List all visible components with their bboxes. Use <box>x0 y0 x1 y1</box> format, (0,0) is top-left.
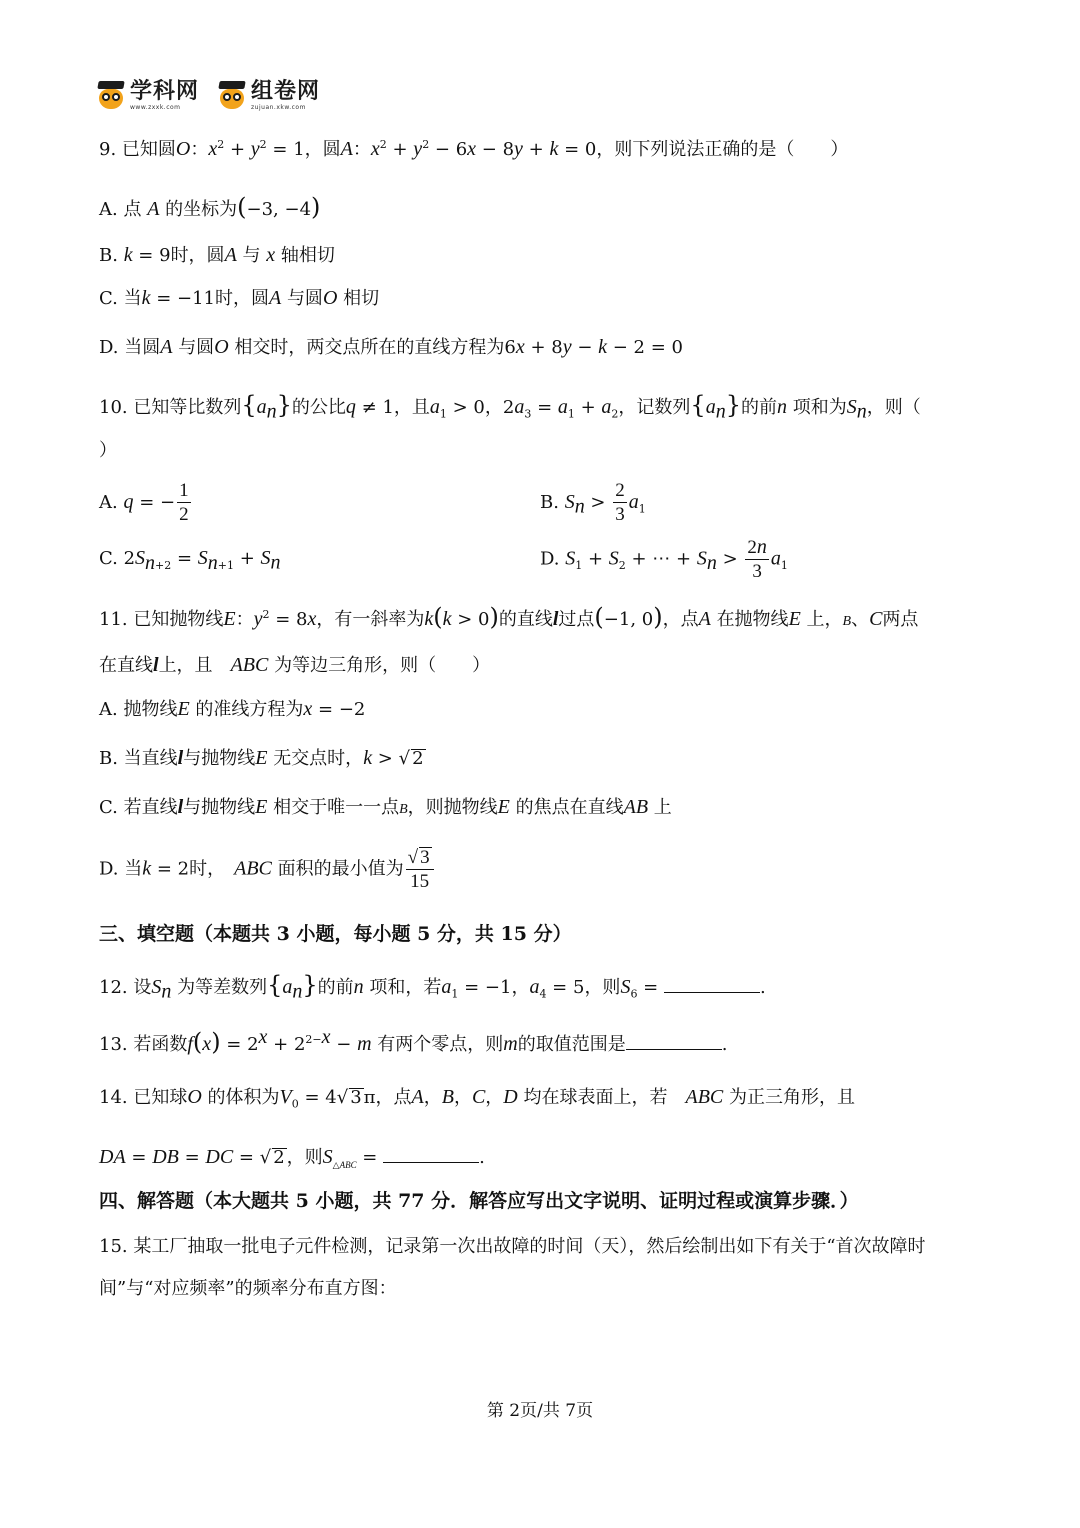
logo-name: 学科网 <box>130 79 200 104</box>
q10-option-c: C. $2S_{n+2} = S_{n+1} + S_n$ <box>99 547 281 574</box>
logo-url: www.zxxk.com <box>130 104 181 111</box>
q9-option-c: C. 当k = −11时，圆A 与圆O 相切 <box>99 287 380 309</box>
page-footer: 第 2页/共 7页 <box>486 1401 594 1421</box>
logo-url: zujuan.xkw.com <box>251 104 306 111</box>
q15-line1: 15. 某工厂抽取一批电子元件检测，记录第一次出故障的时间（天），然后绘制出如下有关于“首次故障时 <box>99 1236 926 1257</box>
section-4-heading: 四、解答题（本大题共 5 小题，共 77 分．解答应写出文字说明、证明过程或演算步骤．） <box>99 1190 859 1212</box>
q10-stem-tail: ） <box>99 440 117 461</box>
q11-option-a: A. 抛物线E 的准线方程为x = −2 <box>99 698 366 720</box>
logo-name: 组卷网 <box>251 79 321 104</box>
q13: 13. 若函数$f(x) = 2^x + 2^{2-x} - m$ 有两个零点，则m的取值范围是 . <box>99 1026 728 1056</box>
q10-stem: 10. 已知等比数列$\{a_n\}$的公比q ≠ 1，且$a_1 > 0$，$2a_3 = a_1 + a_2$，记数列$\{a_n\}$的前n 项和为$S_n$，则（ <box>99 391 921 423</box>
q9-option-d: D. 当圆A 与圆O 相交时，两交点所在的直线方程为6x + 8y − k − 2 = 0 <box>99 336 683 358</box>
q9-option-a: A. 点 A 的坐标为(−3, −4) <box>99 193 321 221</box>
q11-stem: 11. 已知抛物线E：$y^2 = 8x$，有一斜率为k(k > 0)的直线l过点(−1, 0)，点A 在抛物线E 上，B、C两点 <box>99 603 919 631</box>
q11-option-d: D. 当k = 2时， ABC 面积的最小值为 $\frac{√ 3}{15}$ <box>99 847 436 892</box>
section-3-heading: 三、填空题（本题共 3 小题，每小题 5 分，共 15 分） <box>99 923 572 945</box>
logo-bar <box>96 76 320 116</box>
q14-line2: DA = DB = DC = √ 2 ，则$S_{\triangle ABC}$ = . <box>99 1146 485 1171</box>
q10-option-d: D. $S_1 + S_2$ + ⋯ + $S_n$ > $\frac{2n}{3}$ $a_1$ <box>540 536 788 582</box>
owl-icon <box>96 81 126 111</box>
zujuan-logo <box>217 81 320 111</box>
q12: 12. 设$S_n$ 为等差数列$\{a_n\}$的前n 项和，若$a_1 = -1$，$a_4 = 5$，则$S_6$ = . <box>99 971 766 1003</box>
q15-line2: 间”与“对应频率”的频率分布直方图： <box>99 1278 397 1299</box>
zxxk-logo <box>96 81 199 111</box>
q11-option-b: B. 当直线l与抛物线E 无交点时，k > √ 2 <box>99 747 424 769</box>
q9-option-b: B. k = 9时，圆A 与 x 轴相切 <box>99 244 335 266</box>
q11-stem-line2: 在直线l上，且 ABC 为等边三角形，则（ ） <box>99 654 491 676</box>
q10-option-a: A. q = − $\frac{1}{2}$ <box>99 480 189 525</box>
q14: 14. 已知球O 的体积为$V_0 = 4√$ 3 π，点A，B，C，D 均在球表面上，若 ABC 为正三角形，且 <box>99 1086 855 1111</box>
q11-option-c: C. 若直线l与抛物线E 相交于唯一一点B，则抛物线E 的焦点在直线AB 上 <box>99 796 672 818</box>
owl-icon <box>217 81 247 111</box>
q9-stem: 9. 已知圆O：$x^2 + y^2 = 1$，圆A：$x^2 + y^2 - 6x - 8y + k = 0$，则下列说法正确的是（ ） <box>99 138 849 160</box>
q10-option-b: B. $S_n$ > $\frac{2}{3}$ $a_1$ <box>540 480 646 525</box>
